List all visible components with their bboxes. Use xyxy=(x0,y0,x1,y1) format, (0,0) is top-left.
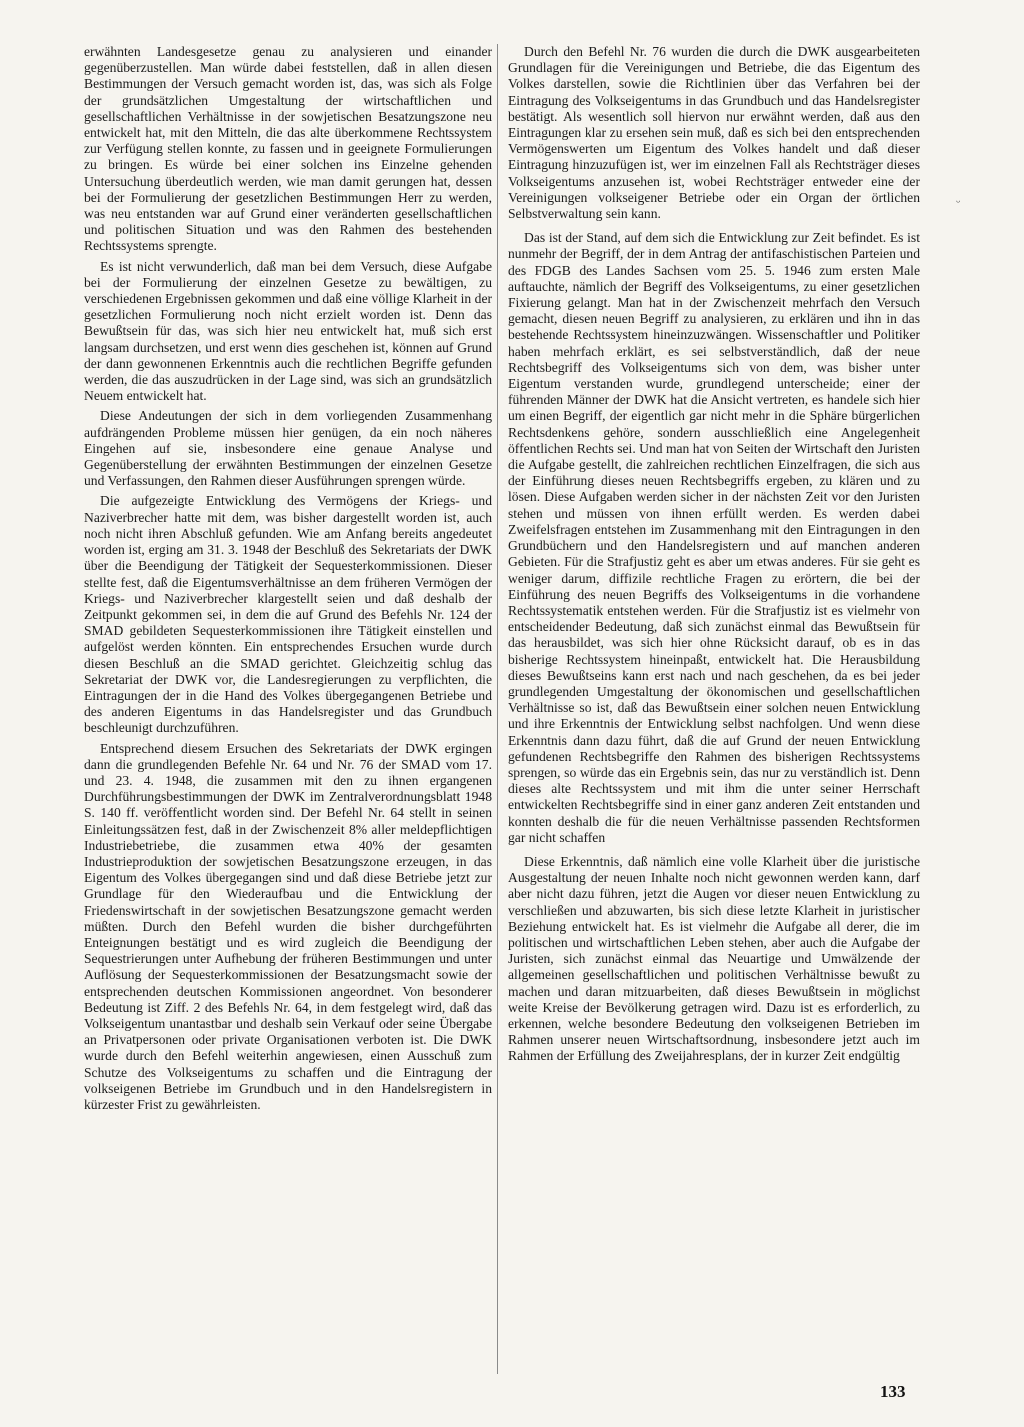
ink-speck-mark: ᵕ xyxy=(956,196,961,209)
page-number: 133 xyxy=(880,1382,906,1401)
paragraph: erwähnten Landesgesetze genau zu analysieren und einander gegenüberzustellen. Man würde dabei feststellen, daß in allen diesen Bestimmungen der Versuch gemacht worden ist, das, was sich als Folge der grundsätzlichen Umgestaltung der wirtschaftlichen und gesellschaftlichen Verhältnisse in der sowjetischen Besatzungszone neu entwickelt hat, mit den Mitteln, die das alte überkommene Rechtssystem zur Verfügung stellen konnte, zu fassen und in geeignete Formulierungen zu bringen. Es würde bei einer solchen ins Einzelne gehenden Untersuchung überdeutlich werden, wie man damit gerungen hat, dessen bei der Formulierung der gesetzlichen Bestimmungen Herr zu werden, was neu entstanden war auf Grund einer veränderten gesellschaftlichen und politischen Situation und was den Rahmen des bestehenden Rechtssystems sprengte. xyxy=(84,44,492,254)
paragraph: Durch den Befehl Nr. 76 wurden die durch die DWK ausgearbeiteten Grundlagen für die Vereinigungen und Betriebe, die das Eigentum des Volkes darstellen, sowie die Richtlinien über das Verfahren bei der Eintragung des Volkseigentums in das Grundbuch und das Handelsregister bestätigt. Als wesentlich soll hiervon nur erwähnt werden, daß aus den Eintragungen klar zu ersehen sein muß, daß es sich bei den entsprechenden Vermögenswerten um Eigentum des Volkes handelt und daß dieser Eintragung hinzuzufügen ist, wer im einzelnen Fall als Rechtsträger dieses Volkseigentums anzusehen ist, wobei Rechtsträger entweder eine der Vereinigungen volkseigener Betriebe oder ein Organ der örtlichen Selbstverwaltung sein kann. xyxy=(508,44,920,222)
paragraph: Entsprechend diesem Ersuchen des Sekretariats der DWK ergingen dann die grundlegenden Befehle Nr. 64 und Nr. 76 der SMAD vom 17. und 23. 4. 1948, die zusammen mit den zu ihnen ergangenen Durchführungsbestimmungen der DWK im Zentralverordnungsblatt 1948 S. 140 ff. veröffentlicht worden sind. Der Befehl Nr. 64 stellt in seinen Einleitungssätzen fest, daß in der Zwischenzeit 8% aller meldepflichtigen Industriebetriebe, die zusammen etwa 40% der gesamten Industrieproduktion der sowjetischen Besatzungszone erzeugen, in das Eigentum des Volkes übergegangen sind und daß diese Betriebe jetzt zur Grundlage für den Wiederaufbau und die Entwicklung der Friedenswirtschaft in der sowjetischen Besatzungszone gemacht werden müßten. Durch den Befehl wurden die bisher durchgeführten Enteignungen bestätigt und es wird zugleich die Beendigung der Sequestrierungen unter Aufhebung der früheren Bestimmungen und unter Auflösung der Sequesterkommissionen der Besatzungsmacht sowie der entsprechenden deutschen Kommissionen angeordnet. Von besonderer Bedeutung ist Ziff. 2 des Befehls Nr. 64, in dem festgelegt wird, daß das Volkseigentum unantastbar und deshalb sein Verkauf oder seine Übergabe an Privatpersonen oder private Organisationen verboten ist. Die DWK wurde durch den Befehl weiterhin angewiesen, einen Ausschuß zum Schutze des Volkseigentums zu schaffen und die Eintragung der volkseigenen Betriebe im Grundbuch und in den Handelsregistern in kürzester Frist zu gewährleisten. xyxy=(84,740,492,1112)
paragraph: Das ist der Stand, auf dem sich die Entwicklung zur Zeit befindet. Es ist nunmehr der Begriff, der in dem Antrag der antifaschistischen Parteien und des FDGB des Landes Sachsen vom 25. 5. 1946 zum ersten Male auftauchte, nämlich der Begriff des Volkseigentums, zu einer gesetzlichen Fixierung gelangt. Man hat in der Zwischenzeit mehrfach den Versuch gemacht, diesen neuen Begriff zu analysieren, zu erklären und ihn in das bestehende Rechtssystem hineinzuzwängen. Wissenschaftler und Politiker haben mehrfach erklärt, es sei selbstverständlich, daß der neue Rechtsbegriff des Volkseigentums sich von dem, was bisher unter Eigentum verstanden wurde, grundlegend unterscheide; einer der führenden Männer der DWK hat die Ansicht vertreten, es handele sich hier um einen Begriff, der eigentlich gar nicht mehr in die Sphäre bürgerlichen Rechtsdenkens gehöre, sondern ausschließlich eine Angelegenheit öffentlichen Rechts sei. Und man hat von Seiten der Wirtschaft den Juristen die Aufgabe gestellt, die zahlreichen rechtlichen Einzelfragen, die sich aus der Einführung dieses neuen Rechtsbegriffs ergeben, zu klären und zu lösen. Diese Aufgaben werden sicher in der nächsten Zeit vor den Juristen stehen und müssen von ihnen erfüllt werden. Es werden dabei Zweifelsfragen entstehen im Zusammenhang mit den Eintragungen in den Grundbüchern und den Handelsregistern und auf manchen anderen Gebieten. Für die Strafjustiz geht es aber um etwas anderes. Für sie geht es weniger darum, diffizile rechtliche Fragen zu erörtern, die bei der Einführung des neuen Begriffs des Volkseigentums in die vorhandene Rechtssystematik entstehen werden. Für die Strafjustiz ist es vielmehr von entscheidender Bedeutung, daß sich zunächst einmal das Bewußtsein für das herausbildet, was sich hier ohne Rücksicht darauf, ob es in das bisherige Rechtssystem hineinpaßt, entwickelt hat. Die Herausbildung dieses Bewußtseins kann erst nach und nach geschehen, da es bei jeder grundlegenden Umgestaltung der ökonomischen und gesellschaftlichen Verhältnisse so ist, daß das Bewußtsein einer solchen neuen Entwicklung und ihre Erkenntnis der Entwicklung selbst nachfolgen. Und wenn diese Erkenntnis dann dazu führt, daß die auf Grund der neuen Entwicklung gefundenen Rechtsbegriffe den Rahmen des bisherigen Rechtssystems sprengen, so würde das ein Ergebnis sein, das nur zu verständlich ist. Denn dieses alte Rechtssystem und mit ihm die unter seiner Herrschaft entwickelten Rechtsbegriffe sind in einer ganz anderen Zeit entstanden und konnten deshalb die für die neuen Verhältnisse passenden Rechtsformen gar nicht schaffen xyxy=(508,230,920,845)
paragraph: Es ist nicht verwunderlich, daß man bei dem Versuch, diese Aufgabe bei der Formulierung der einzelnen Gesetze zu bewältigen, zu verschiedenen Ergebnissen gekommen und daß eine völlige Klarheit in der gesetzlichen Formulierung noch nicht erzielt worden ist. Denn das Bewußtsein für das, was sich hier neu entwickelt hat, muß sich erst langsam durchsetzen, und erst wenn dies geschehen ist, können auf Grund der dann gewonnenen Erkenntnis auch die rechtlichen Begriffe gefunden werden, die das auszudrücken in der Lage sind, was sich an grundsätzlich Neuem entwickelt hat. xyxy=(84,258,492,404)
left-text-column xyxy=(84,44,492,1117)
paragraph: Diese Erkenntnis, daß nämlich eine volle Klarheit über die juristische Ausgestaltung der neuen Inhalte noch nicht gewonnen werden kann, darf aber nicht dazu führen, jetzt die Augen vor dieser neuen Entwicklung zu verschließen und abzuwarten, bis sich diese letzte Klarheit in juristischer Beziehung entwickelt hat. Es ist vielmehr die Aufgabe all derer, die im politischen und wirtschaftlichen Leben stehen, aber auch die Aufgabe der Juristen, sich zunächst einmal das Neuartige und Umwälzende der allgemeinen gesellschaftlichen und politischen Verhältnisse bewußt zu machen und daran mitzuarbeiten, daß dieses Bewußtsein in möglichst weite Kreise der Bevölkerung getragen wird. Dazu ist es erforderlich, zu erkennen, welche besondere Bedeutung den volkseigenen Betrieben im Rahmen unserer neuen Wirtschaftsordnung, insbesondere jetzt auch im Rahmen der Erfüllung des Zweijahresplans, der in kurzer Zeit endgültig xyxy=(508,853,920,1064)
column-divider xyxy=(497,44,498,1374)
right-text-column xyxy=(508,44,920,1069)
paragraph: Diese Andeutungen der sich in dem vorliegenden Zusammenhang aufdrängenden Probleme müssen hier genügen, da ein noch näheres Eingehen auf sie, insbesondere eine genaue Analyse und Gegenüberstellung der erwähnten Bestimmungen der einzelnen Gesetze und Verfassungen, den Rahmen dieser Ausführungen sprengen würde. xyxy=(84,408,492,489)
paragraph: Die aufgezeigte Entwicklung des Vermögens der Kriegs- und Naziverbrecher hatte mit dem, was bisher dargestellt worden ist, auch noch nicht ihren Abschluß gefunden. Wie am Anfang bereits angedeutet worden ist, erging am 31. 3. 1948 der Beschluß des Sekretariats der DWK über die Beendigung der Tätigkeit der Sequesterkommissionen. Dieser stellte fest, daß die Eigentumsverhältnisse an dem früheren Vermögen der Kriegs- und Naziverbrecher klargestellt seien und daß deshalb der Zeitpunkt gekommen sei, in dem die auf Grund des Befehls Nr. 124 der SMAD gebildeten Sequesterkommissionen ihre Tätigkeit einstellen und aufgelöst werden könnten. Ein entsprechendes Ersuchen wurde durch diesen Beschluß an die SMAD gerichtet. Gleichzeitig schlug das Sekretariat der DWK vor, die Landesregierungen zu verpflichten, die Eintragungen der in die Hand des Volkes übergegangenen Betriebe und des anderen Eigentums in das Handelsregister und das Grundbuch beschleunigt durchzuführen. xyxy=(84,493,492,736)
